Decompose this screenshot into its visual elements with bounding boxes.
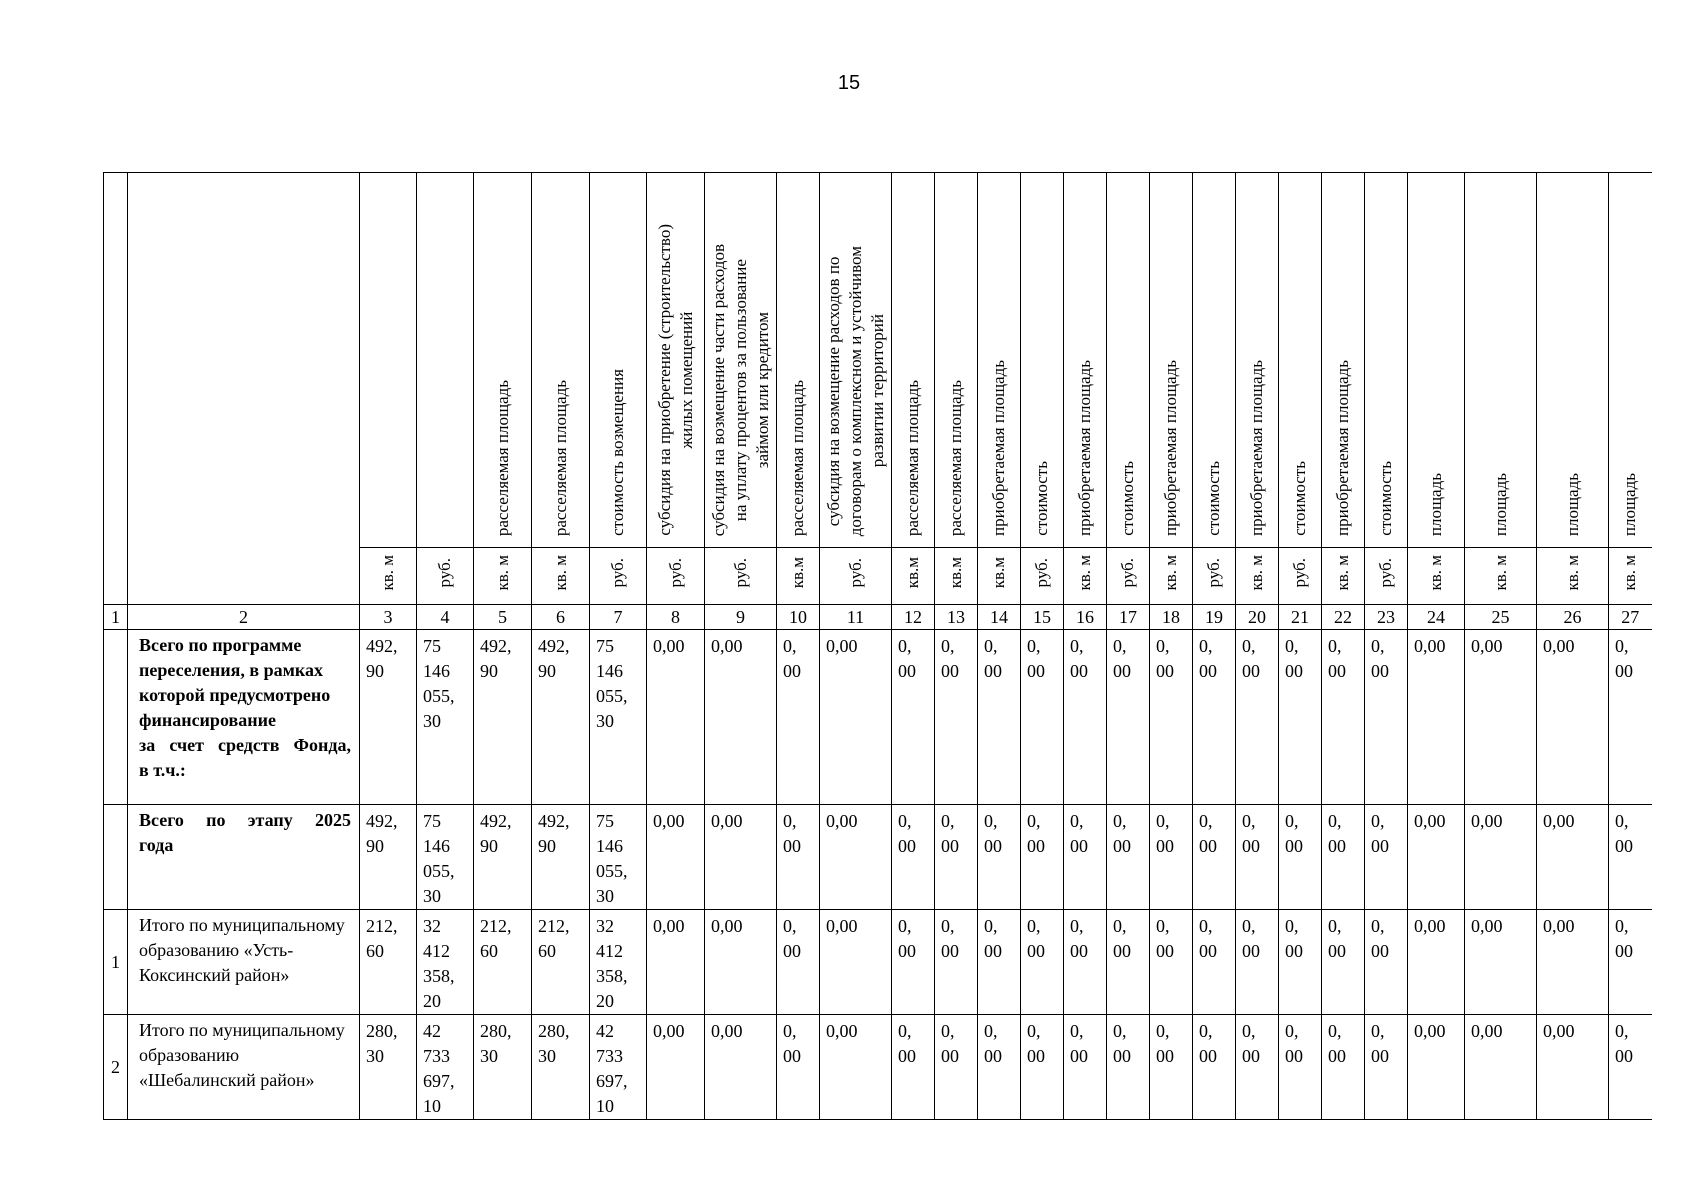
header-label: площадь	[1620, 472, 1640, 536]
table-cell: 0, 00	[1021, 1015, 1064, 1120]
header-col-12	[892, 173, 935, 548]
header-col-14	[978, 173, 1021, 548]
table-cell: 492, 90	[360, 630, 417, 805]
table-cell: 0, 00	[892, 910, 935, 1015]
table-cell: 0, 00	[1609, 910, 1652, 1015]
unit-label: кв.м	[903, 556, 922, 589]
table-cell: 0, 00	[777, 630, 820, 805]
table-cell: 0, 00	[1365, 910, 1408, 1015]
unit-label: руб.	[665, 557, 685, 588]
table-cell: 0, 00	[935, 1015, 978, 1120]
table-cell: 0,00	[1408, 630, 1465, 805]
table-cell: 280, 30	[360, 1015, 417, 1120]
unit-label: руб.	[1376, 557, 1395, 588]
table-cell: 75 146 055, 30	[417, 630, 474, 805]
unit-label: кв. м	[550, 554, 570, 591]
row-title	[128, 805, 360, 910]
unit-label: руб.	[1290, 557, 1309, 588]
table-cell: 75 146 055, 30	[590, 630, 647, 805]
unit-label: руб.	[1204, 557, 1223, 588]
table-cell: 0, 00	[1150, 1015, 1193, 1120]
unit-col-6	[532, 548, 590, 605]
unit-col-23	[1365, 548, 1408, 605]
header-label: стоимость	[1118, 461, 1137, 536]
page-number: 15	[837, 72, 861, 94]
unit-col-3	[360, 548, 417, 605]
column-number: 12	[892, 605, 935, 630]
table-cell: 0,00	[1408, 805, 1465, 910]
table-cell: 0,00	[705, 630, 777, 805]
table-cell: 212, 60	[360, 910, 417, 1015]
header-col-4	[417, 173, 474, 548]
table-cell: 0,00	[647, 630, 705, 805]
row-index: 1	[104, 910, 128, 1015]
column-number: 16	[1064, 605, 1107, 630]
header-blank-1	[104, 173, 128, 605]
table-cell: 0, 00	[892, 630, 935, 805]
table-cell: 0, 00	[978, 910, 1021, 1015]
table-cell: 0, 00	[978, 805, 1021, 910]
table-cell: 0, 00	[978, 1015, 1021, 1120]
column-number: 4	[417, 605, 474, 630]
header-label: приобретаемая площадь	[1247, 360, 1266, 536]
table-cell: 0, 00	[777, 805, 820, 910]
table-cell: 0, 00	[777, 1015, 820, 1120]
unit-label: кв. м	[378, 554, 397, 591]
row-title-text: в т.ч.:	[139, 760, 186, 780]
unit-col-15	[1021, 548, 1064, 605]
table-cell: 0, 00	[1609, 630, 1652, 805]
table-cell: 0,00	[705, 1015, 777, 1120]
unit-label: кв.м	[946, 556, 965, 589]
header-col-16	[1064, 173, 1107, 548]
header-label: приобретаемая площадь	[1075, 360, 1094, 536]
table-cell: 0, 00	[1107, 1015, 1150, 1120]
table-cell: 0, 00	[1021, 805, 1064, 910]
unit-label: кв.м	[989, 556, 1008, 589]
header-col-13	[935, 173, 978, 548]
header-label: расселяемая площадь	[946, 379, 965, 536]
unit-label: кв. м	[1426, 554, 1445, 591]
table-cell: 0, 00	[1193, 1015, 1236, 1120]
column-number: 7	[590, 605, 647, 630]
unit-label: руб.	[845, 557, 865, 588]
table-cell: 0, 00	[978, 630, 1021, 805]
column-number: 19	[1193, 605, 1236, 630]
row-title-text: Всего по этапу 2025	[139, 810, 351, 830]
table-cell: 0, 00	[1322, 910, 1365, 1015]
table-cell: 492, 90	[532, 805, 590, 910]
table-cell: 0, 00	[1064, 1015, 1107, 1120]
header-col-7	[590, 173, 647, 548]
table-cell: 492, 90	[532, 630, 590, 805]
table-cell: 0, 00	[1322, 805, 1365, 910]
table-cell: 0,00	[1465, 630, 1537, 805]
table-cell: 0, 00	[1609, 805, 1652, 910]
column-number: 6	[532, 605, 590, 630]
column-number: 18	[1150, 605, 1193, 630]
row-title-text: Всего по программе переселения, в рамках которой предусмотрено финансирование	[139, 635, 331, 730]
table-cell: 0, 00	[1279, 630, 1322, 805]
header-label: субсидия на возмещение части расходов на уплату процентов за пользование займом или кредитом	[708, 243, 772, 536]
table-cell: 0,00	[1537, 910, 1609, 1015]
unit-label: руб.	[608, 557, 627, 588]
unit-label: кв.м	[788, 556, 807, 589]
header-label: площадь	[1490, 472, 1510, 536]
table-cell: 32 412 358, 20	[417, 910, 474, 1015]
table-cell: 0, 00	[1064, 805, 1107, 910]
header-col-3	[360, 173, 417, 548]
table-cell: 0, 00	[1193, 910, 1236, 1015]
header-label: стоимость	[1376, 461, 1395, 536]
table-cell: 0, 00	[1236, 805, 1279, 910]
header-col-9	[705, 173, 777, 548]
unit-col-10	[777, 548, 820, 605]
unit-col-7	[590, 548, 647, 605]
column-number: 13	[935, 605, 978, 630]
unit-col-14	[978, 548, 1021, 605]
header-col-17	[1107, 173, 1150, 548]
table-cell: 0, 00	[777, 910, 820, 1015]
table-cell: 42 733 697, 10	[417, 1015, 474, 1120]
table-cell: 492, 90	[474, 630, 532, 805]
row-title-text: Итого по муниципальному образованию «Шебалинский район»	[139, 1020, 345, 1090]
table-cell: 32 412 358, 20	[590, 910, 647, 1015]
unit-label: кв. м	[1161, 554, 1180, 591]
unit-label: руб.	[435, 557, 454, 588]
table-cell: 280, 30	[474, 1015, 532, 1120]
unit-col-24	[1408, 548, 1465, 605]
header-col-20	[1236, 173, 1279, 548]
table-cell: 0,00	[1465, 1015, 1537, 1120]
header-label: площадь	[1426, 472, 1445, 536]
header-col-25	[1465, 173, 1537, 548]
unit-label: кв. м	[1075, 554, 1094, 591]
table-row	[104, 630, 1652, 805]
column-number: 25	[1465, 605, 1537, 630]
table-cell: 0, 00	[1064, 630, 1107, 805]
column-number: 2	[128, 605, 360, 630]
table-cell: 0,00	[647, 805, 705, 910]
header-label: субсидия на приобретение (строительство) жилых помещений	[654, 224, 696, 536]
header-col-23	[1365, 173, 1408, 548]
unit-col-13	[935, 548, 978, 605]
unit-label: руб.	[1032, 557, 1051, 588]
unit-col-26	[1537, 548, 1609, 605]
unit-col-25	[1465, 548, 1537, 605]
table-cell: 0, 00	[1365, 1015, 1408, 1120]
table-cell: 0,00	[1537, 630, 1609, 805]
unit-col-18	[1150, 548, 1193, 605]
header-label: расселяемая площадь	[550, 379, 570, 536]
table-cell: 0, 00	[1365, 805, 1408, 910]
header-col-26	[1537, 173, 1609, 548]
table-cell: 75 146 055, 30	[417, 805, 474, 910]
table-row	[104, 1015, 1652, 1120]
table-cell: 212, 60	[532, 910, 590, 1015]
header-col-24	[1408, 173, 1465, 548]
unit-col-16	[1064, 548, 1107, 605]
table-cell: 0, 00	[1193, 805, 1236, 910]
table-row	[104, 805, 1652, 910]
row-title	[128, 630, 360, 805]
table-cell: 0, 00	[1150, 805, 1193, 910]
table-cell: 0, 00	[1365, 630, 1408, 805]
column-number: 23	[1365, 605, 1408, 630]
table-cell: 0, 00	[1236, 1015, 1279, 1120]
table-cell: 0, 00	[1279, 805, 1322, 910]
table-cell: 0, 00	[1107, 630, 1150, 805]
table-cell: 0, 00	[1609, 1015, 1652, 1120]
table-cell: 0, 00	[892, 1015, 935, 1120]
row-title-text: Итого по муниципальному образованию «Усть-Коксинский район»	[139, 915, 345, 985]
column-number: 5	[474, 605, 532, 630]
unit-label: руб.	[730, 557, 750, 588]
unit-col-12	[892, 548, 935, 605]
header-col-5	[474, 173, 532, 548]
table-cell: 0,00	[647, 910, 705, 1015]
table-cell: 0,00	[1408, 910, 1465, 1015]
header-label: стоимость	[1032, 461, 1051, 536]
table-cell: 0, 00	[935, 805, 978, 910]
table-cell: 0, 00	[1279, 910, 1322, 1015]
table-cell: 0,00	[647, 1015, 705, 1120]
table-cell: 0, 00	[1021, 910, 1064, 1015]
column-number: 3	[360, 605, 417, 630]
column-number: 8	[647, 605, 705, 630]
table-cell: 0, 00	[1150, 630, 1193, 805]
table-cell: 42 733 697, 10	[590, 1015, 647, 1120]
table-cell: 0, 00	[1193, 630, 1236, 805]
row-index	[104, 805, 128, 910]
row-index: 2	[104, 1015, 128, 1120]
unit-label: кв. м	[1490, 554, 1510, 591]
table-cell: 0,00	[820, 805, 892, 910]
table-cell: 0,00	[1465, 910, 1537, 1015]
unit-col-8	[647, 548, 705, 605]
unit-label: кв. м	[1620, 554, 1640, 591]
row-index	[104, 630, 128, 805]
header-label: стоимость	[1204, 461, 1223, 536]
column-number: 20	[1236, 605, 1279, 630]
header-row	[104, 173, 1652, 548]
header-col-27	[1609, 173, 1652, 548]
unit-col-20	[1236, 548, 1279, 605]
unit-label: руб.	[1118, 557, 1137, 588]
header-col-22	[1322, 173, 1365, 548]
column-number: 27	[1609, 605, 1652, 630]
header-col-6	[532, 173, 590, 548]
header-label: приобретаемая площадь	[1333, 360, 1352, 536]
header-col-11	[820, 173, 892, 548]
table-cell: 0, 00	[1236, 630, 1279, 805]
column-number-row	[104, 605, 1652, 630]
column-number: 26	[1537, 605, 1609, 630]
table-cell: 0,00	[705, 910, 777, 1015]
header-label: приобретаемая площадь	[1161, 360, 1180, 536]
table-cell: 0, 00	[892, 805, 935, 910]
table-cell: 280, 30	[532, 1015, 590, 1120]
header-label: расселяемая площадь	[903, 379, 922, 536]
column-number: 22	[1322, 605, 1365, 630]
row-title	[128, 910, 360, 1015]
table-cell: 0,00	[820, 630, 892, 805]
header-label: площадь	[1562, 472, 1582, 536]
table-cell: 0,00	[820, 1015, 892, 1120]
table-cell: 0,00	[705, 805, 777, 910]
unit-label: кв. м	[1562, 554, 1582, 591]
table-cell: 0, 00	[1021, 630, 1064, 805]
unit-col-11	[820, 548, 892, 605]
row-title-text: года	[139, 835, 174, 855]
row-title	[128, 1015, 360, 1120]
unit-label: кв. м	[492, 554, 512, 591]
table-cell: 492, 90	[360, 805, 417, 910]
table-cell: 0, 00	[1322, 630, 1365, 805]
unit-col-22	[1322, 548, 1365, 605]
table-cell: 212, 60	[474, 910, 532, 1015]
header-label: расселяемая площадь	[788, 379, 807, 536]
unit-col-21	[1279, 548, 1322, 605]
table-cell: 492, 90	[474, 805, 532, 910]
column-number: 24	[1408, 605, 1465, 630]
table-cell: 0, 00	[1236, 910, 1279, 1015]
header-blank-2	[128, 173, 360, 605]
header-col-21	[1279, 173, 1322, 548]
header-col-18	[1150, 173, 1193, 548]
table-cell: 0, 00	[1107, 910, 1150, 1015]
header-label: приобретаемая площадь	[989, 360, 1008, 536]
header-col-10	[777, 173, 820, 548]
table-cell: 0,00	[1408, 1015, 1465, 1120]
housing-resettlement-table	[103, 172, 1652, 1120]
column-number: 14	[978, 605, 1021, 630]
table-row	[104, 910, 1652, 1015]
table-cell: 0,00	[1537, 805, 1609, 910]
table-cell: 0,00	[1465, 805, 1537, 910]
header-label: расселяемая площадь	[492, 379, 512, 536]
header-label: стоимость возмещения	[608, 369, 627, 536]
table-cell: 0,00	[820, 910, 892, 1015]
column-number: 9	[705, 605, 777, 630]
column-number: 21	[1279, 605, 1322, 630]
column-number: 11	[820, 605, 892, 630]
unit-col-4	[417, 548, 474, 605]
table-cell: 0, 00	[1107, 805, 1150, 910]
unit-label: кв. м	[1333, 554, 1352, 591]
unit-col-27	[1609, 548, 1652, 605]
column-number: 17	[1107, 605, 1150, 630]
unit-col-5	[474, 548, 532, 605]
table-cell: 0, 00	[1150, 910, 1193, 1015]
column-number: 15	[1021, 605, 1064, 630]
unit-col-9	[705, 548, 777, 605]
unit-label: кв. м	[1247, 554, 1266, 591]
row-title-text: за счет средств Фонда,	[139, 735, 351, 755]
header-col-15	[1021, 173, 1064, 548]
header-label: стоимость	[1290, 461, 1309, 536]
table-cell: 0, 00	[1322, 1015, 1365, 1120]
unit-col-17	[1107, 548, 1150, 605]
table-cell: 0, 00	[1064, 910, 1107, 1015]
header-col-8	[647, 173, 705, 548]
column-number: 1	[104, 605, 128, 630]
table-cell: 0, 00	[935, 910, 978, 1015]
table-cell: 0, 00	[935, 630, 978, 805]
table-cell: 0,00	[1537, 1015, 1609, 1120]
table-cell: 0, 00	[1279, 1015, 1322, 1120]
unit-col-19	[1193, 548, 1236, 605]
table-cell: 75 146 055, 30	[590, 805, 647, 910]
header-label: субсидия на возмещение расходов по договорам о комплексном и устойчивом развитии территорий	[823, 245, 887, 536]
header-col-19	[1193, 173, 1236, 548]
column-number: 10	[777, 605, 820, 630]
